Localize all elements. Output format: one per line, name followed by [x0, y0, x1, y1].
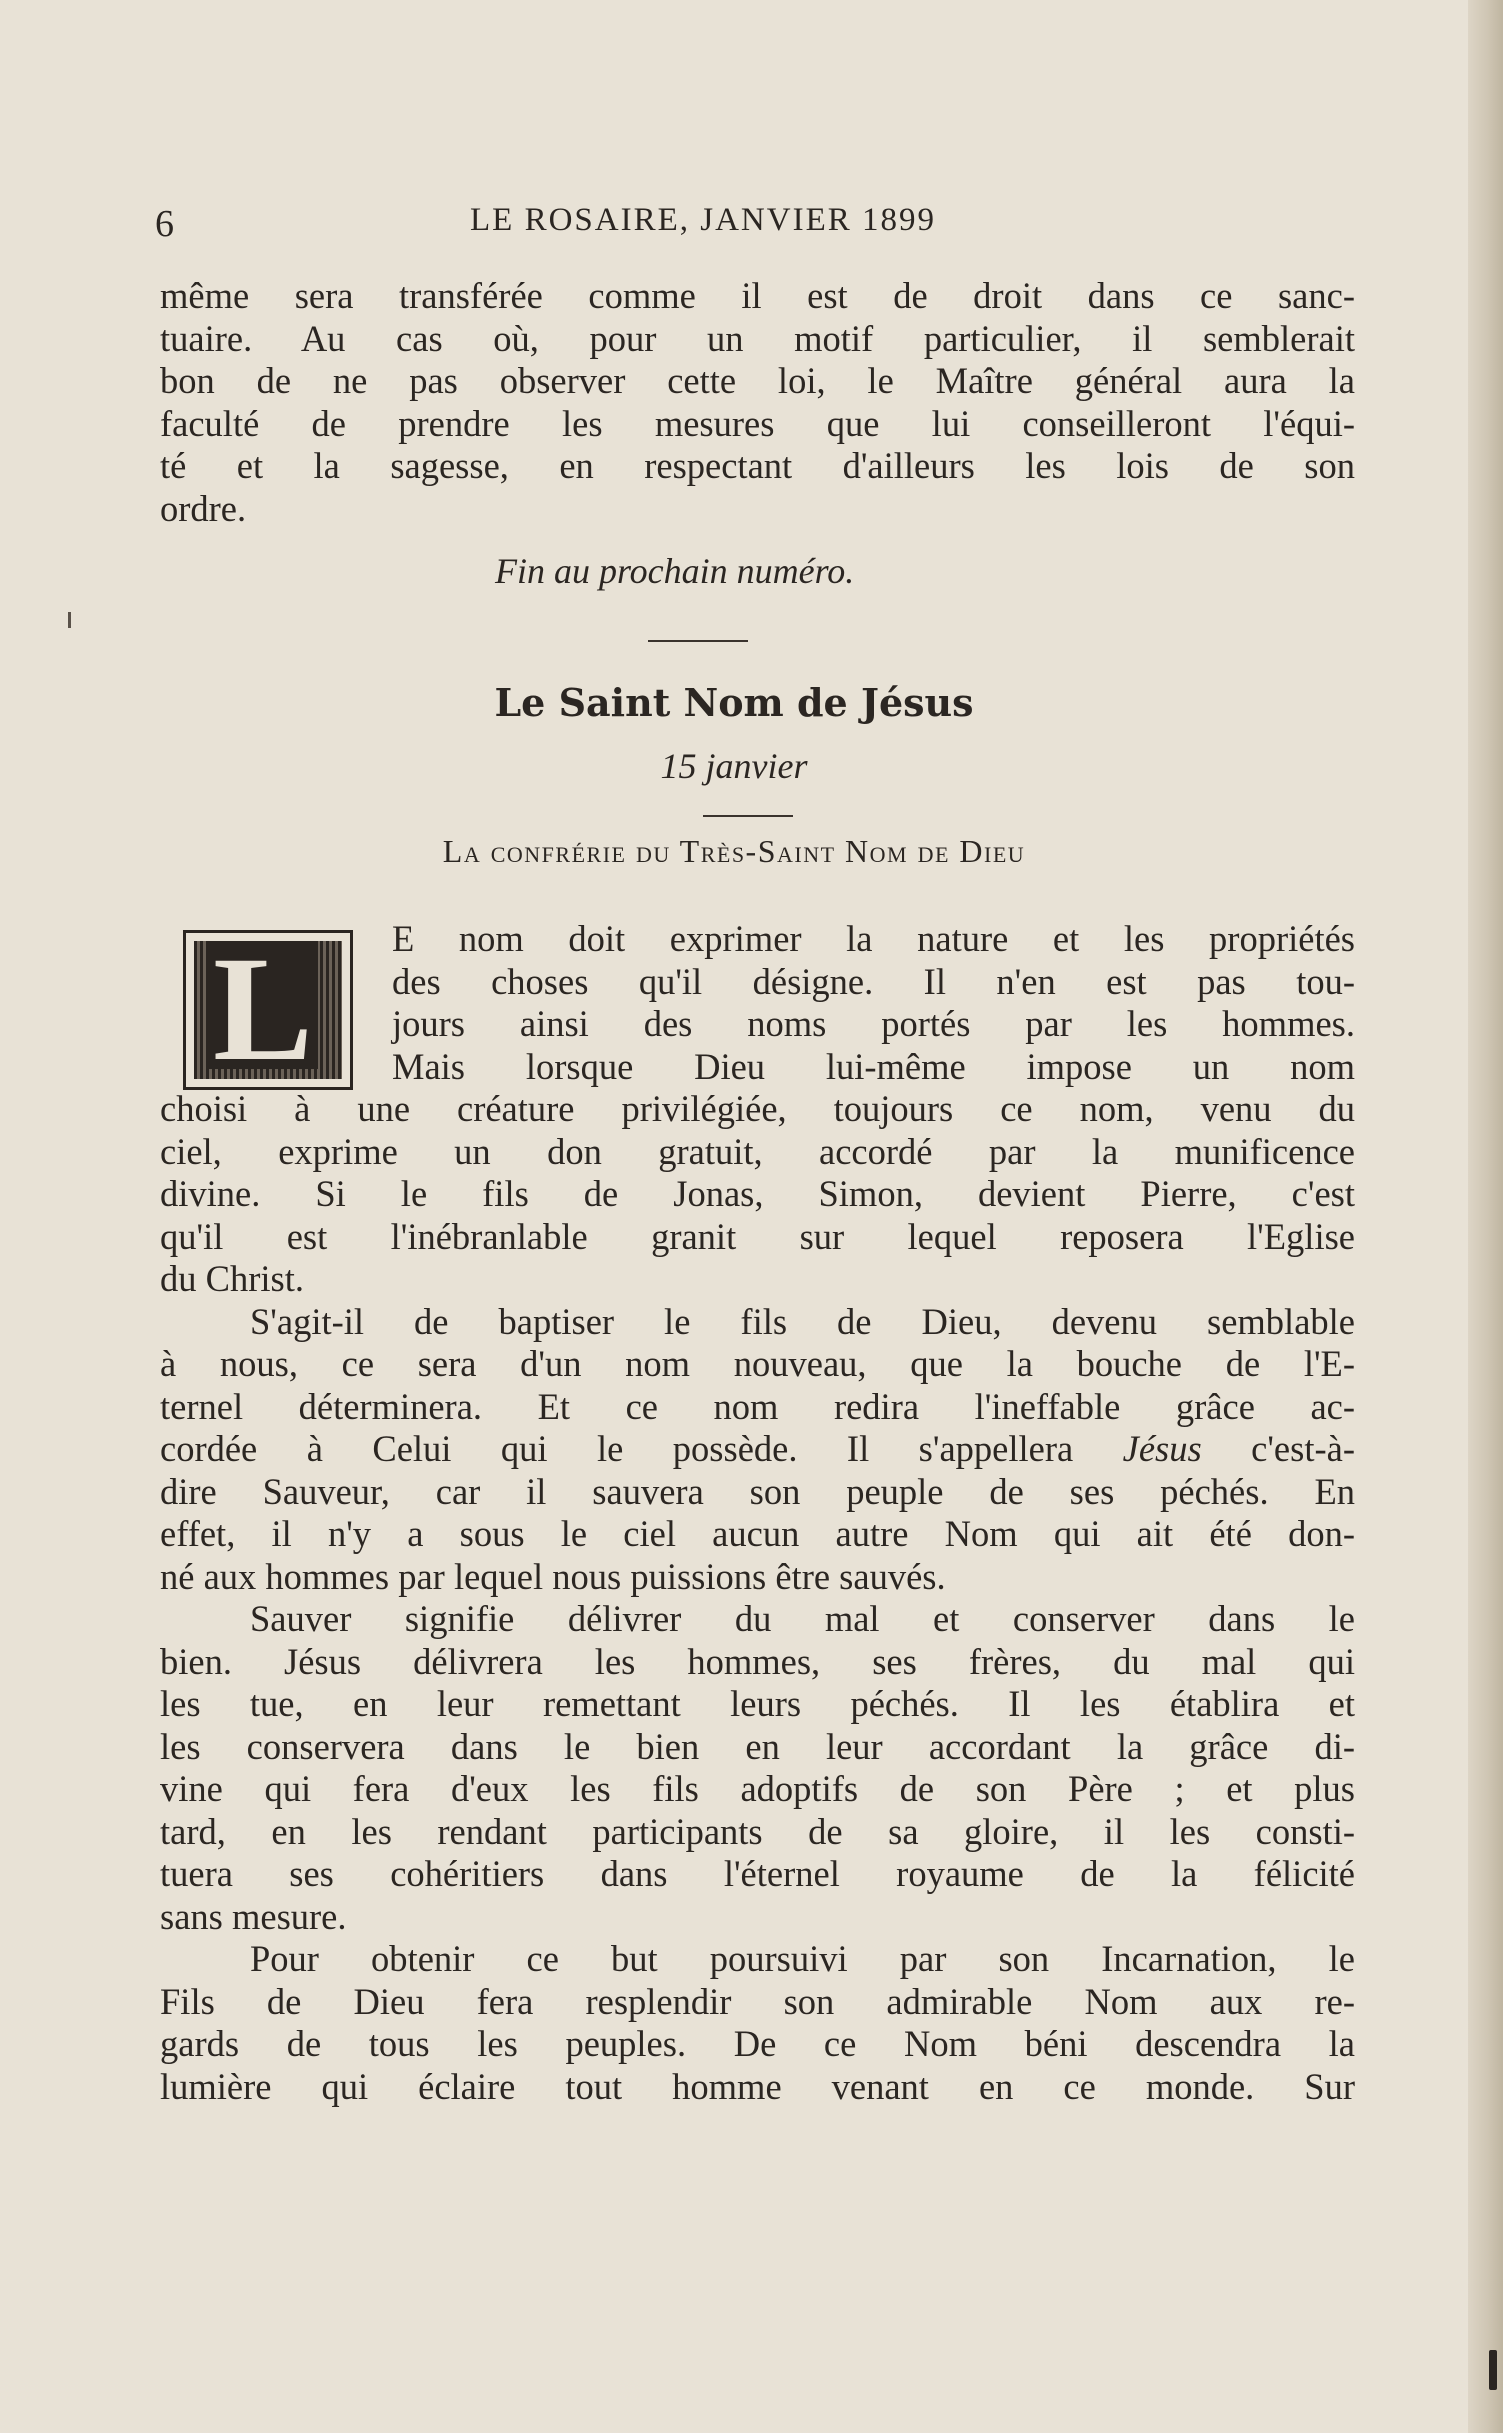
page-number: 6: [155, 203, 174, 245]
body-line: les tue, en leur remettant leurs péchés. Il les établira et: [160, 1683, 1355, 1724]
body-line: Sauver signifie délivrer du mal et conserver dans le: [250, 1598, 1355, 1639]
text-line: té et la sagesse, en respectant d'ailleurs les lois de son: [160, 445, 1355, 486]
body-line: ciel, exprime un don gratuit, accordé par la munificence: [160, 1130, 1355, 1172]
body-line: dire Sauveur, car il sauvera son peuple de ses péchés. En: [160, 1470, 1355, 1512]
top-paragraph: [160, 275, 1355, 530]
body-line: divine. Si le fils de Jonas, Simon, devient Pierre, c'est: [160, 1173, 1355, 1214]
body-text: [160, 918, 1355, 2108]
body-line: sans mesure.: [160, 1895, 347, 1937]
body-line: jours ainsi des noms portés par les hommes.: [392, 1003, 1355, 1044]
body-line: des choses qu'il désigne. Il n'en est pas tou-: [392, 960, 1355, 1002]
text-line: bon de ne pas observer cette loi, le Maître général aura la: [160, 360, 1355, 401]
text-line: même sera transférée comme il est de droit dans ce sanc-: [160, 275, 1355, 316]
section-date: 15 janvier: [660, 746, 808, 786]
body-line: E nom doit exprimer la nature et les propriétés: [392, 918, 1355, 959]
margin-mark: [68, 612, 71, 628]
body-line: cordée à Celui qui le possède. Il s'appellera Jésus c'est-à-: [160, 1428, 1355, 1469]
body-line: effet, il n'y a sous le ciel aucun autre Nom qui ait été don-: [160, 1513, 1355, 1554]
subsection-divider: [703, 815, 793, 817]
body-line: du Christ.: [160, 1258, 304, 1299]
text-line: ordre.: [160, 487, 247, 529]
text-line: tuaire. Au cas où, pour un motif particulier, il semblerait: [160, 317, 1355, 359]
body-line: choisi à une créature privilégiée, toujours ce nom, venu du: [160, 1088, 1355, 1129]
edge-mark: [1489, 2350, 1497, 2390]
drop-cap-letter: L: [208, 941, 318, 1069]
section-divider: [648, 640, 748, 642]
continuation-note: Fin au prochain numéro.: [495, 551, 855, 591]
body-line: les conservera dans le bien en leur accordant la grâce di-: [160, 1725, 1355, 1767]
page-edge: [1468, 0, 1503, 2433]
body-line: gards de tous les peuples. De ce Nom béni descendra la: [160, 2023, 1355, 2064]
text-line: faculté de prendre les mesures que lui conseilleront l'équi-: [160, 402, 1355, 444]
running-head: [155, 202, 1015, 252]
subheading-text: La confrérie du Très-Saint Nom de Dieu: [442, 833, 1026, 869]
body-line: Mais lorsque Dieu lui-même impose un nom: [392, 1045, 1355, 1087]
running-title: LE ROSAIRE, JANVIER 1899: [470, 202, 936, 238]
body-line: Fils de Dieu fera resplendir son admirable Nom aux re-: [160, 1980, 1355, 2022]
body-line: lumière qui éclaire tout homme venant en ce monde. Sur: [160, 2065, 1355, 2107]
body-line: tuera ses cohéritiers dans l'éternel royaume de la félicité: [160, 1853, 1355, 1894]
body-line: qu'il est l'inébranlable granit sur lequel reposera l'Eglise: [160, 1215, 1355, 1257]
body-line: bien. Jésus délivrera les hommes, ses frères, du mal qui: [160, 1640, 1355, 1682]
emphasis: Jésus: [1122, 1428, 1202, 1469]
body-line: né aux hommes par lequel nous puissions être sauvés.: [160, 1555, 946, 1597]
section-title: Le Saint Nom de Jésus: [494, 680, 974, 725]
body-line: S'agit-il de baptiser le fils de Dieu, devenu semblable: [250, 1300, 1355, 1342]
body-line: à nous, ce sera d'un nom nouveau, que la bouche de l'E-: [160, 1343, 1355, 1384]
subheading: [0, 833, 1468, 870]
body-line: ternel déterminera. Et ce nom redira l'ineffable grâce ac-: [160, 1385, 1355, 1427]
body-line: vine qui fera d'eux les fils adoptifs de son Père ; et plus: [160, 1768, 1355, 1809]
body-line: Pour obtenir ce but poursuivi par son Incarnation, le: [250, 1938, 1355, 1979]
body-line: tard, en les rendant participants de sa gloire, il les consti-: [160, 1810, 1355, 1852]
